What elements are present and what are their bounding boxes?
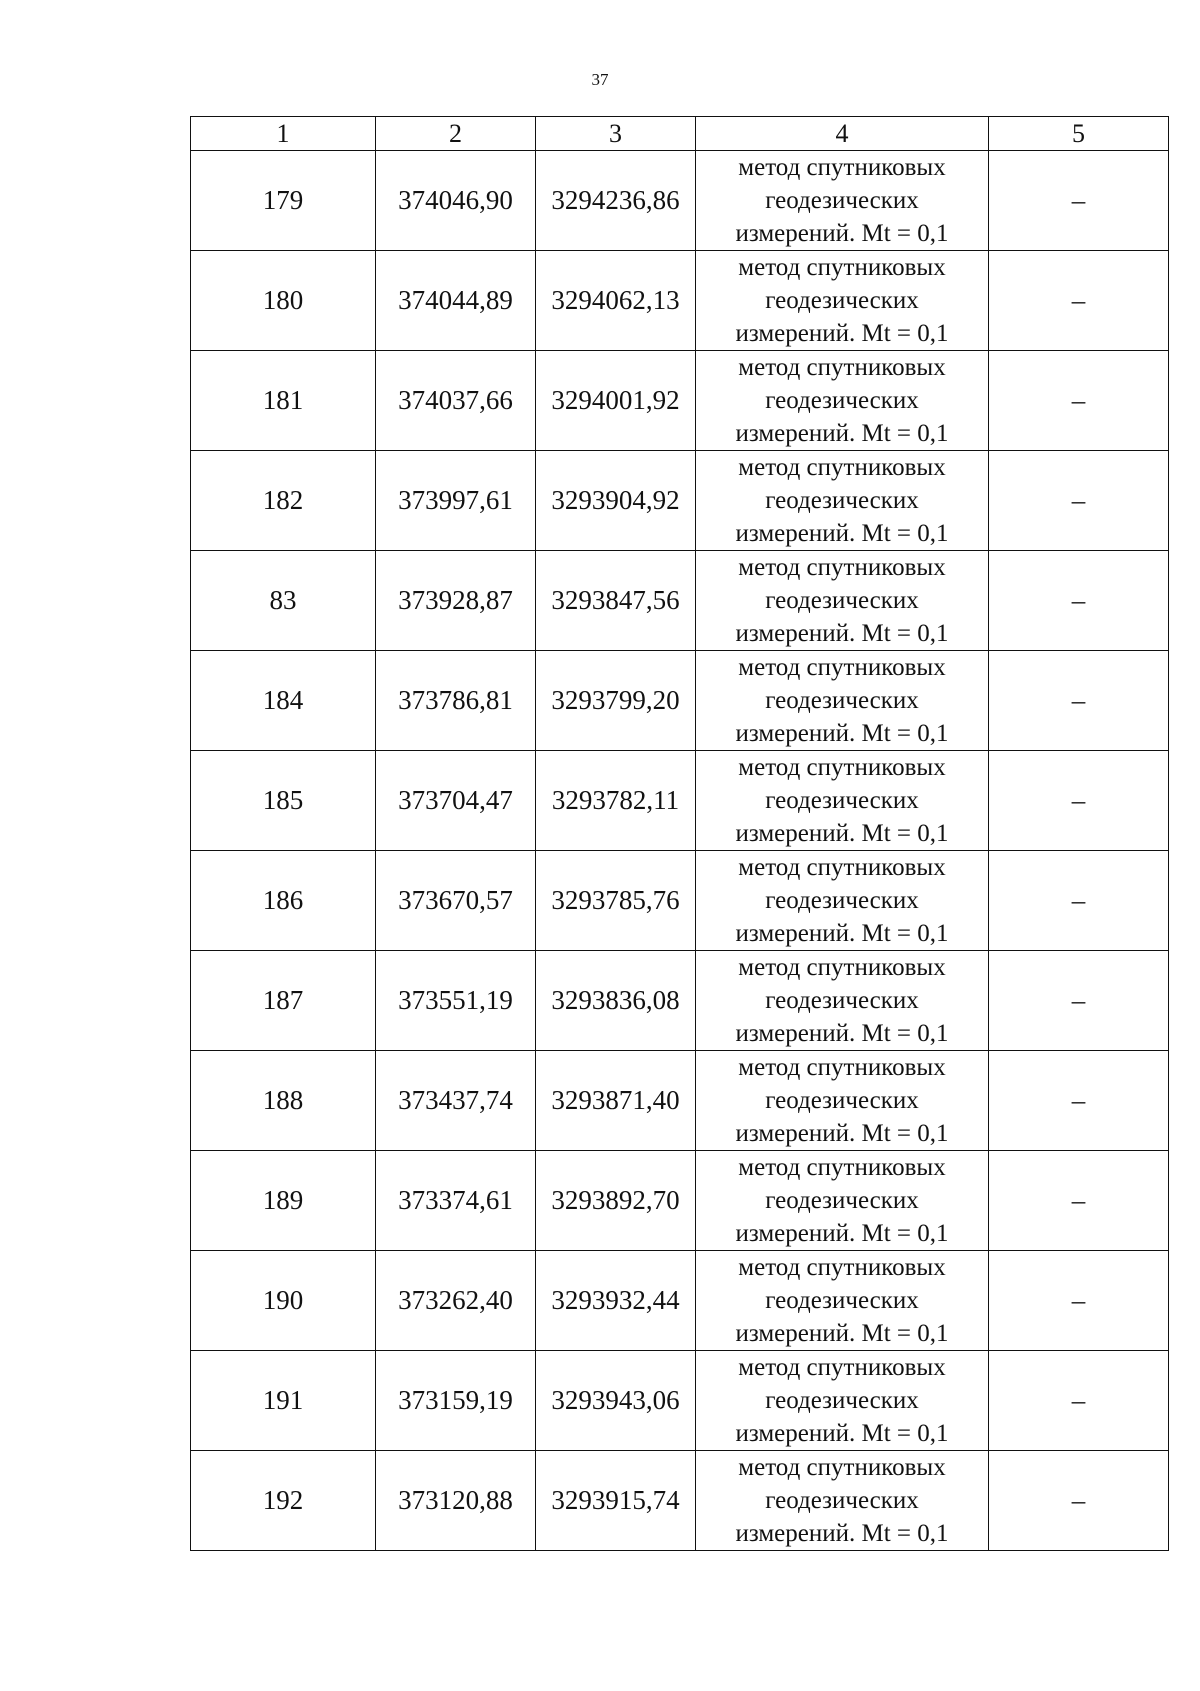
method-cell: [696, 351, 989, 451]
table-row: [191, 151, 1169, 251]
point-number-cell: 187: [191, 951, 376, 1051]
x-coordinate-cell: 373997,61: [376, 451, 536, 551]
note-cell: –: [989, 1351, 1169, 1451]
point-number-cell: 83: [191, 551, 376, 651]
note-cell: –: [989, 251, 1169, 351]
point-number-cell: 182: [191, 451, 376, 551]
y-coordinate-cell: 3293785,76: [536, 851, 696, 951]
column-header: 5: [989, 117, 1169, 151]
table-header-row: [191, 117, 1169, 151]
note-cell: –: [989, 951, 1169, 1051]
method-line: метод спутниковых: [738, 1354, 946, 1381]
column-header: 4: [696, 117, 989, 151]
method-line: измерений. Mt = 0,1: [735, 1220, 949, 1247]
method-cell: [696, 1351, 989, 1451]
method-cell: [696, 951, 989, 1051]
table-body: [191, 151, 1169, 1551]
method-line: геодезических: [765, 1287, 919, 1314]
method-line: метод спутниковых: [738, 454, 946, 481]
y-coordinate-cell: 3294236,86: [536, 151, 696, 251]
method-cell: [696, 1451, 989, 1551]
method-cell: [696, 251, 989, 351]
table-row: [191, 551, 1169, 651]
method-cell: [696, 451, 989, 551]
note-cell: –: [989, 351, 1169, 451]
method-line: геодезических: [765, 687, 919, 714]
y-coordinate-cell: 3294062,13: [536, 251, 696, 351]
note-cell: –: [989, 751, 1169, 851]
table-row: [191, 1451, 1169, 1551]
method-line: измерений. Mt = 0,1: [735, 1020, 949, 1047]
note-cell: –: [989, 1251, 1169, 1351]
method-cell: [696, 751, 989, 851]
method-line: метод спутниковых: [738, 354, 946, 381]
coordinates-table: [190, 116, 1169, 1551]
point-number-cell: 180: [191, 251, 376, 351]
y-coordinate-cell: 3293932,44: [536, 1251, 696, 1351]
y-coordinate-cell: 3293904,92: [536, 451, 696, 551]
method-line: метод спутниковых: [738, 854, 946, 881]
note-cell: –: [989, 551, 1169, 651]
method-line: геодезических: [765, 587, 919, 614]
point-number-cell: 179: [191, 151, 376, 251]
x-coordinate-cell: 373159,19: [376, 1351, 536, 1451]
column-header: 1: [191, 117, 376, 151]
method-line: измерений. Mt = 0,1: [735, 1420, 949, 1447]
x-coordinate-cell: 373374,61: [376, 1151, 536, 1251]
method-line: геодезических: [765, 987, 919, 1014]
note-cell: –: [989, 651, 1169, 751]
point-number-cell: 191: [191, 1351, 376, 1451]
method-line: метод спутниковых: [738, 154, 946, 181]
x-coordinate-cell: 373928,87: [376, 551, 536, 651]
note-cell: –: [989, 451, 1169, 551]
point-number-cell: 186: [191, 851, 376, 951]
point-number-cell: 192: [191, 1451, 376, 1551]
table-row: [191, 851, 1169, 951]
y-coordinate-cell: 3293782,11: [536, 751, 696, 851]
table-row: [191, 751, 1169, 851]
method-line: измерений. Mt = 0,1: [735, 920, 949, 947]
note-cell: –: [989, 1151, 1169, 1251]
y-coordinate-cell: 3293915,74: [536, 1451, 696, 1551]
y-coordinate-cell: 3294001,92: [536, 351, 696, 451]
method-line: метод спутниковых: [738, 654, 946, 681]
method-line: измерений. Mt = 0,1: [735, 220, 949, 247]
method-line: геодезических: [765, 287, 919, 314]
method-cell: [696, 551, 989, 651]
y-coordinate-cell: 3293836,08: [536, 951, 696, 1051]
point-number-cell: 190: [191, 1251, 376, 1351]
method-line: метод спутниковых: [738, 554, 946, 581]
method-line: геодезических: [765, 187, 919, 214]
x-coordinate-cell: 373262,40: [376, 1251, 536, 1351]
method-line: измерений. Mt = 0,1: [735, 320, 949, 347]
x-coordinate-cell: 373704,47: [376, 751, 536, 851]
x-coordinate-cell: 373437,74: [376, 1051, 536, 1151]
method-line: метод спутниковых: [738, 254, 946, 281]
note-cell: –: [989, 851, 1169, 951]
method-line: геодезических: [765, 787, 919, 814]
method-line: метод спутниковых: [738, 754, 946, 781]
table-row: [191, 1351, 1169, 1451]
x-coordinate-cell: 374046,90: [376, 151, 536, 251]
point-number-cell: 185: [191, 751, 376, 851]
column-header: 2: [376, 117, 536, 151]
method-line: измерений. Mt = 0,1: [735, 620, 949, 647]
point-number-cell: 184: [191, 651, 376, 751]
method-cell: [696, 651, 989, 751]
x-coordinate-cell: 374044,89: [376, 251, 536, 351]
method-line: измерений. Mt = 0,1: [735, 1520, 949, 1547]
table-row: [191, 1251, 1169, 1351]
y-coordinate-cell: 3293892,70: [536, 1151, 696, 1251]
x-coordinate-cell: 373670,57: [376, 851, 536, 951]
method-cell: [696, 1251, 989, 1351]
point-number-cell: 181: [191, 351, 376, 451]
method-line: измерений. Mt = 0,1: [735, 420, 949, 447]
y-coordinate-cell: 3293799,20: [536, 651, 696, 751]
method-line: геодезических: [765, 1087, 919, 1114]
page-number: 37: [591, 70, 609, 89]
x-coordinate-cell: 373551,19: [376, 951, 536, 1051]
note-cell: –: [989, 151, 1169, 251]
table-row: [191, 1151, 1169, 1251]
y-coordinate-cell: 3293871,40: [536, 1051, 696, 1151]
method-line: измерений. Mt = 0,1: [735, 1120, 949, 1147]
table-row: [191, 651, 1169, 751]
y-coordinate-cell: 3293847,56: [536, 551, 696, 651]
method-cell: [696, 1151, 989, 1251]
table-row: [191, 251, 1169, 351]
method-line: геодезических: [765, 887, 919, 914]
method-line: измерений. Mt = 0,1: [735, 1320, 949, 1347]
x-coordinate-cell: 373786,81: [376, 651, 536, 751]
note-cell: –: [989, 1051, 1169, 1151]
method-line: измерений. Mt = 0,1: [735, 720, 949, 747]
method-line: геодезических: [765, 487, 919, 514]
method-line: геодезических: [765, 1187, 919, 1214]
method-line: измерений. Mt = 0,1: [735, 520, 949, 547]
method-line: метод спутниковых: [738, 1254, 946, 1281]
column-header: 3: [536, 117, 696, 151]
method-line: метод спутниковых: [738, 1154, 946, 1181]
method-line: геодезических: [765, 1487, 919, 1514]
point-number-cell: 188: [191, 1051, 376, 1151]
method-cell: [696, 151, 989, 251]
method-cell: [696, 851, 989, 951]
table-row: [191, 1051, 1169, 1151]
table-row: [191, 351, 1169, 451]
method-line: геодезических: [765, 1387, 919, 1414]
x-coordinate-cell: 374037,66: [376, 351, 536, 451]
note-cell: –: [989, 1451, 1169, 1551]
table-row: [191, 451, 1169, 551]
method-line: метод спутниковых: [738, 954, 946, 981]
method-line: метод спутниковых: [738, 1454, 946, 1481]
table-row: [191, 951, 1169, 1051]
method-line: измерений. Mt = 0,1: [735, 820, 949, 847]
method-line: метод спутниковых: [738, 1054, 946, 1081]
x-coordinate-cell: 373120,88: [376, 1451, 536, 1551]
method-cell: [696, 1051, 989, 1151]
y-coordinate-cell: 3293943,06: [536, 1351, 696, 1451]
point-number-cell: 189: [191, 1151, 376, 1251]
method-line: геодезических: [765, 387, 919, 414]
